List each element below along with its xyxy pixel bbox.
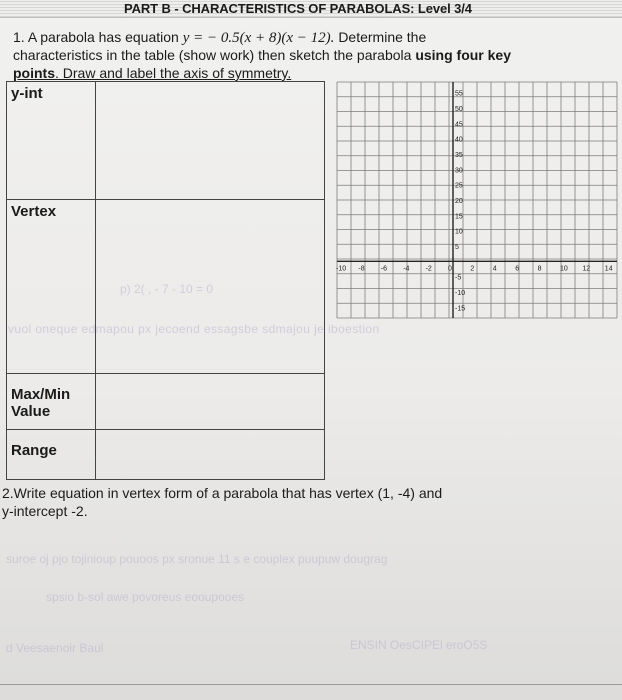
table-row — [7, 374, 325, 430]
x-tick-label: 10 — [560, 265, 568, 273]
x-tick-label: -6 — [380, 265, 388, 273]
page-title: PART B - CHARACTERISTICS OF PARABOLAS: Level 3/4 — [124, 1, 472, 16]
y-tick-label: 30 — [455, 167, 463, 175]
question-1-line-2 — [13, 46, 511, 64]
row-label: Max/Min Value — [7, 374, 96, 430]
x-tick-label: -8 — [358, 265, 365, 273]
question-instructions: characteristics in the table (show work) then sketch the parabola — [13, 47, 412, 63]
y-tick-label: 5 — [455, 244, 459, 251]
question-axis-instruction: . Draw and label the axis of symmetry. — [55, 65, 292, 81]
x-tick-label: 12 — [582, 265, 591, 273]
y-tick-label: -5 — [455, 274, 462, 282]
header-banner — [0, 0, 622, 18]
characteristics-table — [6, 81, 325, 480]
y-tick-label: 15 — [455, 213, 463, 221]
bleed-through-text: d Veesaenoir Baul — [6, 641, 104, 655]
y-tick-label: 35 — [455, 152, 463, 159]
table-row — [7, 430, 325, 480]
y-tick-label: 10 — [455, 228, 463, 236]
bleed-through-text: vuol oneque edmapou px jecoend essagsbe sdmajou je iboestion — [8, 322, 380, 336]
x-tick-label: -4 — [403, 265, 410, 273]
range-answer-cell[interactable] — [96, 430, 325, 480]
question-1-line-1 — [13, 28, 426, 47]
y-tick-label: 40 — [455, 136, 463, 144]
coordinate-grid[interactable] — [335, 78, 620, 323]
bleed-through-text: p) 2( , - 7 - 10 = 0 — [120, 282, 214, 296]
x-tick-label: -10 — [336, 265, 347, 273]
x-tick-label: 0 — [448, 265, 452, 273]
yint-answer-cell[interactable] — [96, 82, 325, 200]
row-label: y-int — [7, 82, 96, 200]
maxmin-answer-cell[interactable] — [96, 374, 325, 430]
x-tick-label: 8 — [537, 265, 542, 273]
y-tick-label: 50 — [455, 106, 463, 113]
x-tick-label: 2 — [470, 265, 475, 273]
parabola-equation: y = − 0.5(x + 8)(x − 12). — [182, 30, 335, 46]
bleed-through-text: suroe oj pjo tojinioup pouoos px sronue 11 s e couplex puupuw dougrag — [6, 552, 388, 566]
table-row — [7, 82, 325, 200]
bleed-through-text: spsio b-sol awe povoreus eooupooes — [46, 590, 245, 604]
question-continuation: Determine the — [338, 29, 427, 45]
question-2-line-2: y-intercept -2. — [2, 503, 88, 519]
y-tick-label: 55 — [455, 90, 463, 98]
question-2 — [2, 484, 442, 520]
question-points-emphasis: points — [13, 65, 55, 81]
row-label: Range — [7, 430, 96, 480]
bleed-through-text: ENSIN OesCIPEl eroO5S — [350, 638, 488, 652]
question-1-line-3 — [13, 64, 291, 82]
x-tick-label: 6 — [515, 265, 520, 273]
row-label: Vertex — [7, 200, 96, 374]
question-emphasis: using four key — [415, 47, 511, 63]
question-number: 1. — [13, 29, 25, 45]
x-tick-label: 4 — [492, 265, 497, 273]
question-intro: A parabola has equation — [27, 29, 179, 45]
y-tick-label: -15 — [455, 305, 466, 313]
question-2-line-1: 2.Write equation in vertex form of a parabola that has vertex (1, -4) and — [2, 485, 443, 501]
y-tick-label: 45 — [455, 121, 463, 129]
y-tick-label: 25 — [455, 182, 463, 190]
x-tick-label: 14 — [604, 265, 613, 273]
y-tick-label: 20 — [455, 198, 463, 205]
y-tick-label: -10 — [455, 290, 466, 297]
x-tick-label: -2 — [425, 265, 432, 273]
page-bottom-rule — [0, 684, 622, 685]
